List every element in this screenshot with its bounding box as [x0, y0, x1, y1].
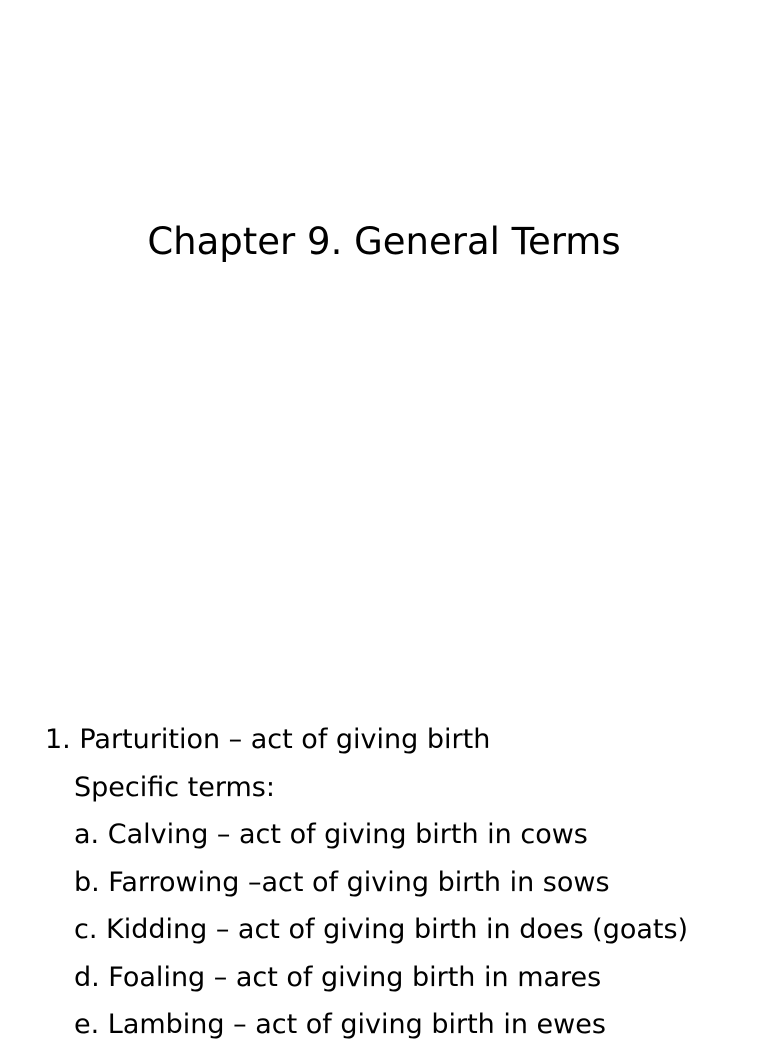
page-title: Chapter 9. General Terms [147, 220, 621, 263]
specific-terms-heading: Specific terms: [74, 771, 275, 803]
list-item-foaling: d. Foaling – act of giving birth in mares [74, 961, 602, 993]
list-item-lambing: e. Lambing – act of giving birth in ewes [74, 1009, 606, 1040]
list-item-parturition: 1. Parturition – act of giving birth [45, 724, 491, 755]
list-item-farrowing: b. Farrowing –act of giving birth in sows [74, 866, 610, 898]
list-item-calving: a. Calving – act of giving birth in cows [74, 819, 588, 850]
term-list [45, 716, 765, 1049]
list-item-kidding: c. Kidding – act of giving birth in does (goats) [74, 914, 689, 945]
